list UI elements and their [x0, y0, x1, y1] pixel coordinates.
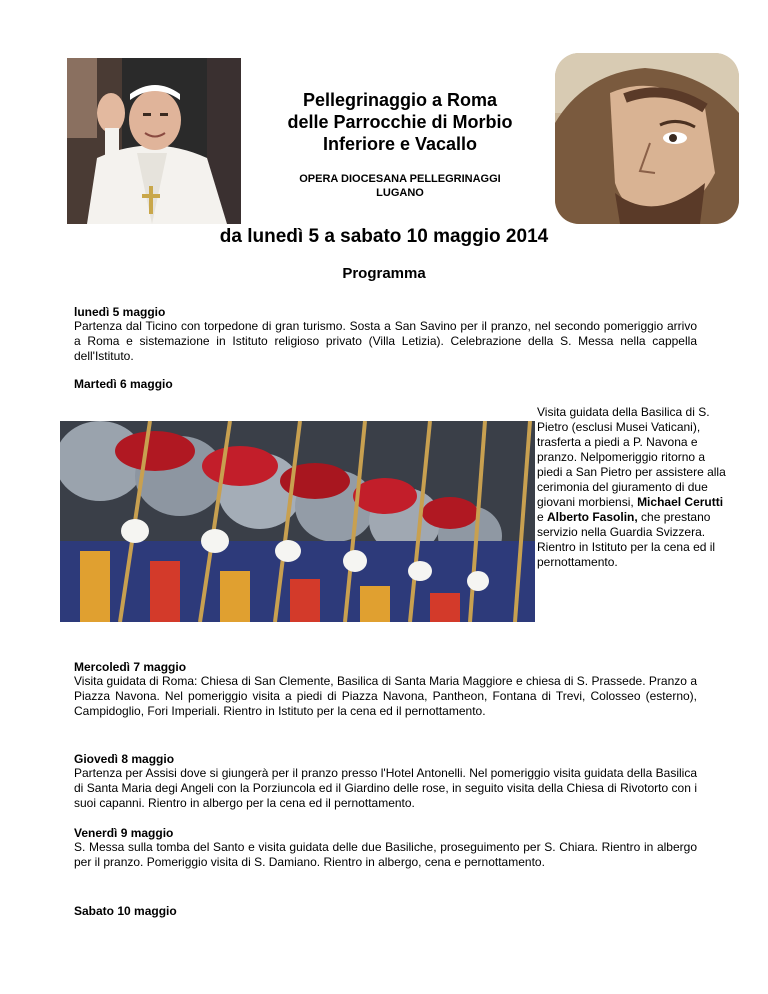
day-title: lunedì 5 maggio: [74, 305, 166, 319]
swiss-guards-photo: [60, 421, 535, 622]
day-section: [74, 826, 697, 870]
day-section: [74, 305, 697, 364]
pope-photo: [67, 58, 241, 224]
organizer-line: OPERA DIOCESANA PELLEGRINAGGI: [299, 173, 501, 185]
day-section: [74, 377, 697, 391]
program-heading: Programma: [342, 265, 426, 282]
title-line: delle Parrocchie di Morbio: [287, 112, 513, 132]
day-section: [74, 660, 697, 719]
name-connector: e: [537, 510, 548, 524]
day-title: Martedì 6 maggio: [74, 377, 173, 391]
day-title: Sabato 10 maggio: [74, 904, 177, 918]
pilgrimage-title: [250, 89, 550, 155]
saint-francis-fresco: [555, 53, 739, 224]
guard-name: Alberto Fasolin,: [547, 510, 638, 524]
day-description: [537, 405, 727, 570]
day-title: Venerdì 9 maggio: [74, 826, 174, 840]
title-line: Inferiore e Vacallo: [322, 134, 478, 154]
title-line: Pellegrinaggio a Roma: [302, 90, 498, 110]
date-range: da lunedì 5 a sabato 10 maggio 2014: [219, 226, 549, 247]
day-section: [74, 904, 697, 918]
day-description: S. Messa sulla tomba del Santo e visita guidata delle due Basiliche, proseguimento per S. Chiara. Rientro in albergo per il pranzo. Pomeriggio visita di S. Damiano. Rientro in albergo, cena e pernottamento.: [74, 840, 697, 869]
organizer-line: LUGANO: [376, 187, 424, 199]
day-description: Partenza dal Ticino con torpedone di gran turismo. Sosta a San Savino per il pranzo, nel secondo pomeriggio arrivo a Roma e sistemazione in Istituto religioso privato (Villa Letizia). Celebrazione della S. Messa nella cappella dell'Istituto.: [74, 319, 697, 363]
day-title: Mercoledì 7 maggio: [74, 660, 187, 674]
day-section: [74, 752, 697, 811]
day2-text: Visita guidata della Basilica di S. Pietro (esclusi Musei Vaticani), trasferta a piedi a P. Navona e pranzo. Nelpomeriggio ritorno a piedi a San Pietro per assistere alla cerimonia del giuramento di due giovani morbiensi,: [537, 405, 726, 509]
organizer: [250, 172, 550, 200]
day2-text-end: che prestano servizio nella Guardia Svizzera. Rientro in Istituto per la cena ed il pernottamento.: [537, 510, 716, 569]
day-description: Partenza per Assisi dove si giungerà per il pranzo presso l'Hotel Antonelli. Nel pomeriggio visita guidata della Basilica di Santa Maria degi Angeli con la Porziuncola ed il Giardino delle rose, in seguito visita della Chiesa di Rivotorto con i suoi capanni. Rientro in albergo per la cena ed il pernottamento.: [74, 766, 697, 810]
day-title: Giovedì 8 maggio: [74, 752, 175, 766]
guard-name: Michael Cerutti: [637, 495, 724, 509]
day-description: Visita guidata di Roma: Chiesa di San Clemente, Basilica di Santa Maria Maggiore e chiesa di S. Prassede. Pranzo a Piazza Navona. Nel pomeriggio visita a piedi di Piazza Navona, Pantheon, Fontana di Trevi, Colosseo (esterno), Campidoglio, Fori Imperiali. Rientro in Istituto per la cena ed il pernottamento.: [74, 674, 697, 718]
